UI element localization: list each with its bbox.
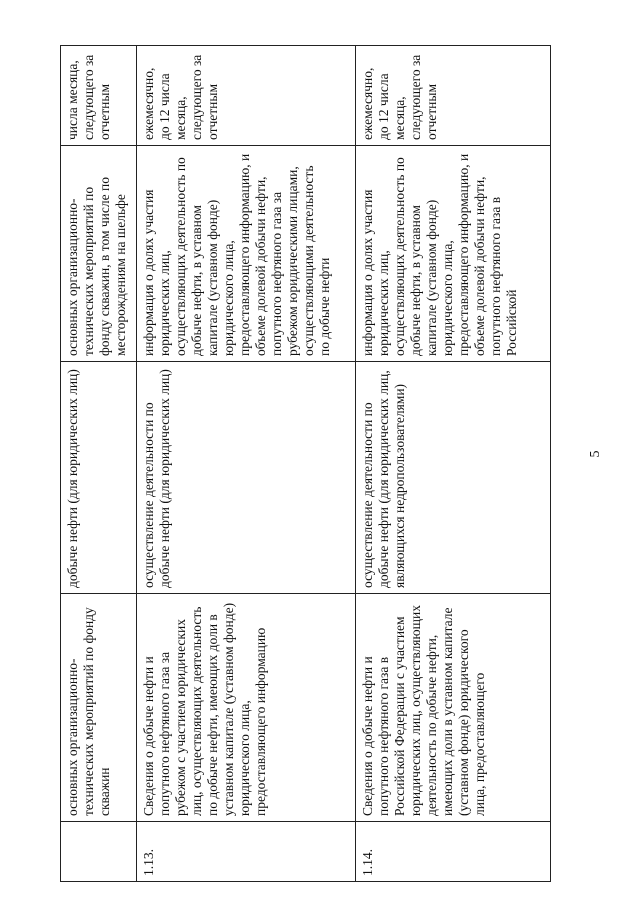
content-cell: информация о долях участия юридических лиц, осуществляющих деятельность по добыче нефти, в уставном капитале (уставном фонде) юридического лица, предоставляющего информацию, и объеме долевой добычи нефти, попутного нефтяного газа за рубежом юридическими лицами, осуществляющими деятельность по добыче нефти [137, 146, 356, 362]
table-row [61, 46, 137, 882]
row-number: 1.13. [137, 822, 356, 882]
info-name-cell: Сведения о добыче нефти и попутного нефтяного газа за рубежом с участием юридических лиц, осуществляющих деятельность по добыче нефти, имеющих доли в уставном капитале (уставном фонде) юридического лица, предоставляющего информацию [137, 594, 356, 822]
basis-cell: осуществление деятельности по добыче нефти (для юридических лиц, являющихся недропользователями) [356, 362, 551, 594]
table-row [137, 46, 356, 882]
row-number: 1.14. [356, 822, 551, 882]
basis-cell: осуществление деятельности по добыче нефти (для юридических лиц) [137, 362, 356, 594]
term-cell: числа месяца, следующего за отчетным [61, 46, 137, 146]
document-page [0, 22, 640, 882]
row-number [61, 822, 137, 882]
info-name-cell: Сведения о добыче нефти и попутного нефтяного газа в Российской Федерации с участием юридических лиц, осуществляющих деятельность по добыче нефти, имеющих доли в уставном капитале (уставном фонде) юридического лица, предоставляющего [356, 594, 551, 822]
reporting-table [60, 45, 551, 882]
term-cell: ежемесячно, до 12 числа месяца, следующего за отчетным [137, 46, 356, 146]
content-cell: информация о долях участия юридических лиц, осуществляющих деятельность по добыче нефти, в уставном капитале (уставном фонде) юридического лица, предоставляющего информацию, и объеме долевой добычи нефти, попутного нефтяного газа в Российской [356, 146, 551, 362]
term-cell: ежемесячно, до 12 числа месяца, следующего за отчетным [356, 46, 551, 146]
page-number: 5 [588, 450, 603, 458]
basis-cell: добыче нефти (для юридических лиц) [61, 362, 137, 594]
table-row [356, 46, 551, 882]
info-name-cell: основных организационно-технических мероприятий по фонду скважин [61, 594, 137, 822]
content-cell: основных организационно-технических мероприятий по фонду скважин, в том числе по месторождениям на шельфе [61, 146, 137, 362]
